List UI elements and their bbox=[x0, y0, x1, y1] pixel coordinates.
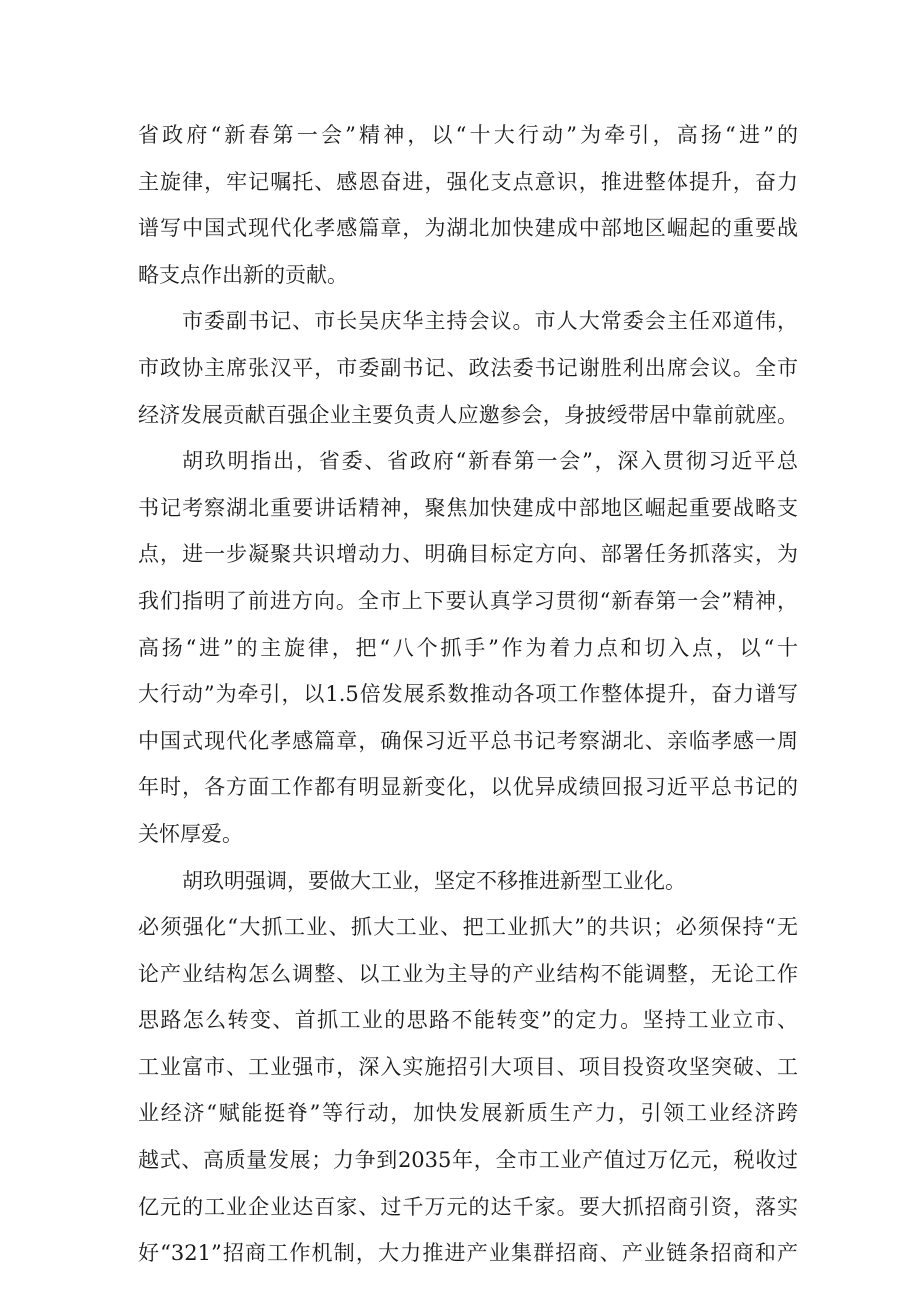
text-line: 工业富市、工业强市，深入实施招引大项目、项目投资攻坚突破、工 bbox=[138, 1054, 798, 1079]
text-line: 省政府“新春第一会”精神，以“十大行动”为牵引，高扬“进”的 bbox=[138, 123, 798, 147]
text-line: 市政协主席张汉平，市委副书记、政法委书记谢胜利出席会议。全市 bbox=[138, 355, 798, 380]
text-line: 略支点作出新的贡献。 bbox=[138, 262, 348, 287]
text-line: 业经济“赋能挺脊”等行动，加快发展新质生产力，引领工业经济跨 bbox=[138, 1101, 798, 1126]
paragraph bbox=[138, 298, 798, 438]
text-line: 论产业结构怎么调整、以工业为主导的产业结构不能调整，无论工作 bbox=[138, 961, 798, 986]
text-line: 我们指明了前进方向。全市上下要认真学习贯彻“新春第一会”精神， bbox=[138, 588, 798, 613]
paragraph bbox=[138, 112, 798, 298]
text-line: 点，进一步凝聚共识增动力、明确目标定方向、部署任务抓落实，为 bbox=[138, 542, 798, 567]
text-line: 书记考察湖北重要讲话精神，聚焦加快建成中部地区崛起重要战略支 bbox=[138, 495, 798, 520]
paragraph bbox=[138, 858, 798, 1277]
text-line: 胡玖明强调，要做大工业，坚定不移推进新型工业化。 bbox=[182, 868, 686, 893]
text-line: 经济发展贡献百强企业主要负责人应邀参会，身披绶带居中靠前就座。 bbox=[138, 402, 798, 427]
text-line: 中国式现代化孝感篇章，确保习近平总书记考察湖北、亲临孝感一周 bbox=[138, 728, 798, 753]
text-line: 年时，各方面工作都有明显新变化，以优异成绩回报习近平总书记的 bbox=[138, 775, 798, 800]
text-line: 胡玖明指出，省委、省政府“新春第一会”，深入贯彻习近平总 bbox=[182, 449, 798, 474]
text-line: 主旋律，牢记嘱托、感恩奋进，强化支点意识，推进整体提升，奋力 bbox=[138, 169, 798, 194]
text-line: 高扬“进”的主旋律，把“八个抓手”作为着力点和切入点，以“十 bbox=[138, 635, 798, 660]
paragraph bbox=[138, 438, 798, 857]
text-line: 必须强化“大抓工业、抓大工业、把工业抓大”的共识；必须保持“无 bbox=[138, 915, 798, 940]
text-line: 越式、高质量发展；力争到2035年，全市工业产值过万亿元，税收过 bbox=[138, 1148, 798, 1173]
text-line: 市委副书记、市长吴庆华主持会议。市人大常委会主任邓道伟， bbox=[182, 309, 798, 334]
text-line: 亿元的工业企业达百家、过千万元的达千家。要大抓招商引资，落实 bbox=[138, 1194, 798, 1219]
text-line: 谱写中国式现代化孝感篇章，为湖北加快建成中部地区崛起的重要战 bbox=[138, 216, 798, 241]
text-line: 好“321”招商工作机制，大力推进产业集群招商、产业链条招商和产 bbox=[138, 1241, 798, 1266]
text-line: 思路怎么转变、首抓工业的思路不能转变”的定力。坚持工业立市、 bbox=[138, 1008, 798, 1033]
text-line: 大行动”为牵引，以1.5倍发展系数推动各项工作整体提升，奋力谱写 bbox=[138, 682, 798, 707]
body-text bbox=[138, 112, 798, 1277]
text-line: 关怀厚爱。 bbox=[138, 821, 243, 846]
